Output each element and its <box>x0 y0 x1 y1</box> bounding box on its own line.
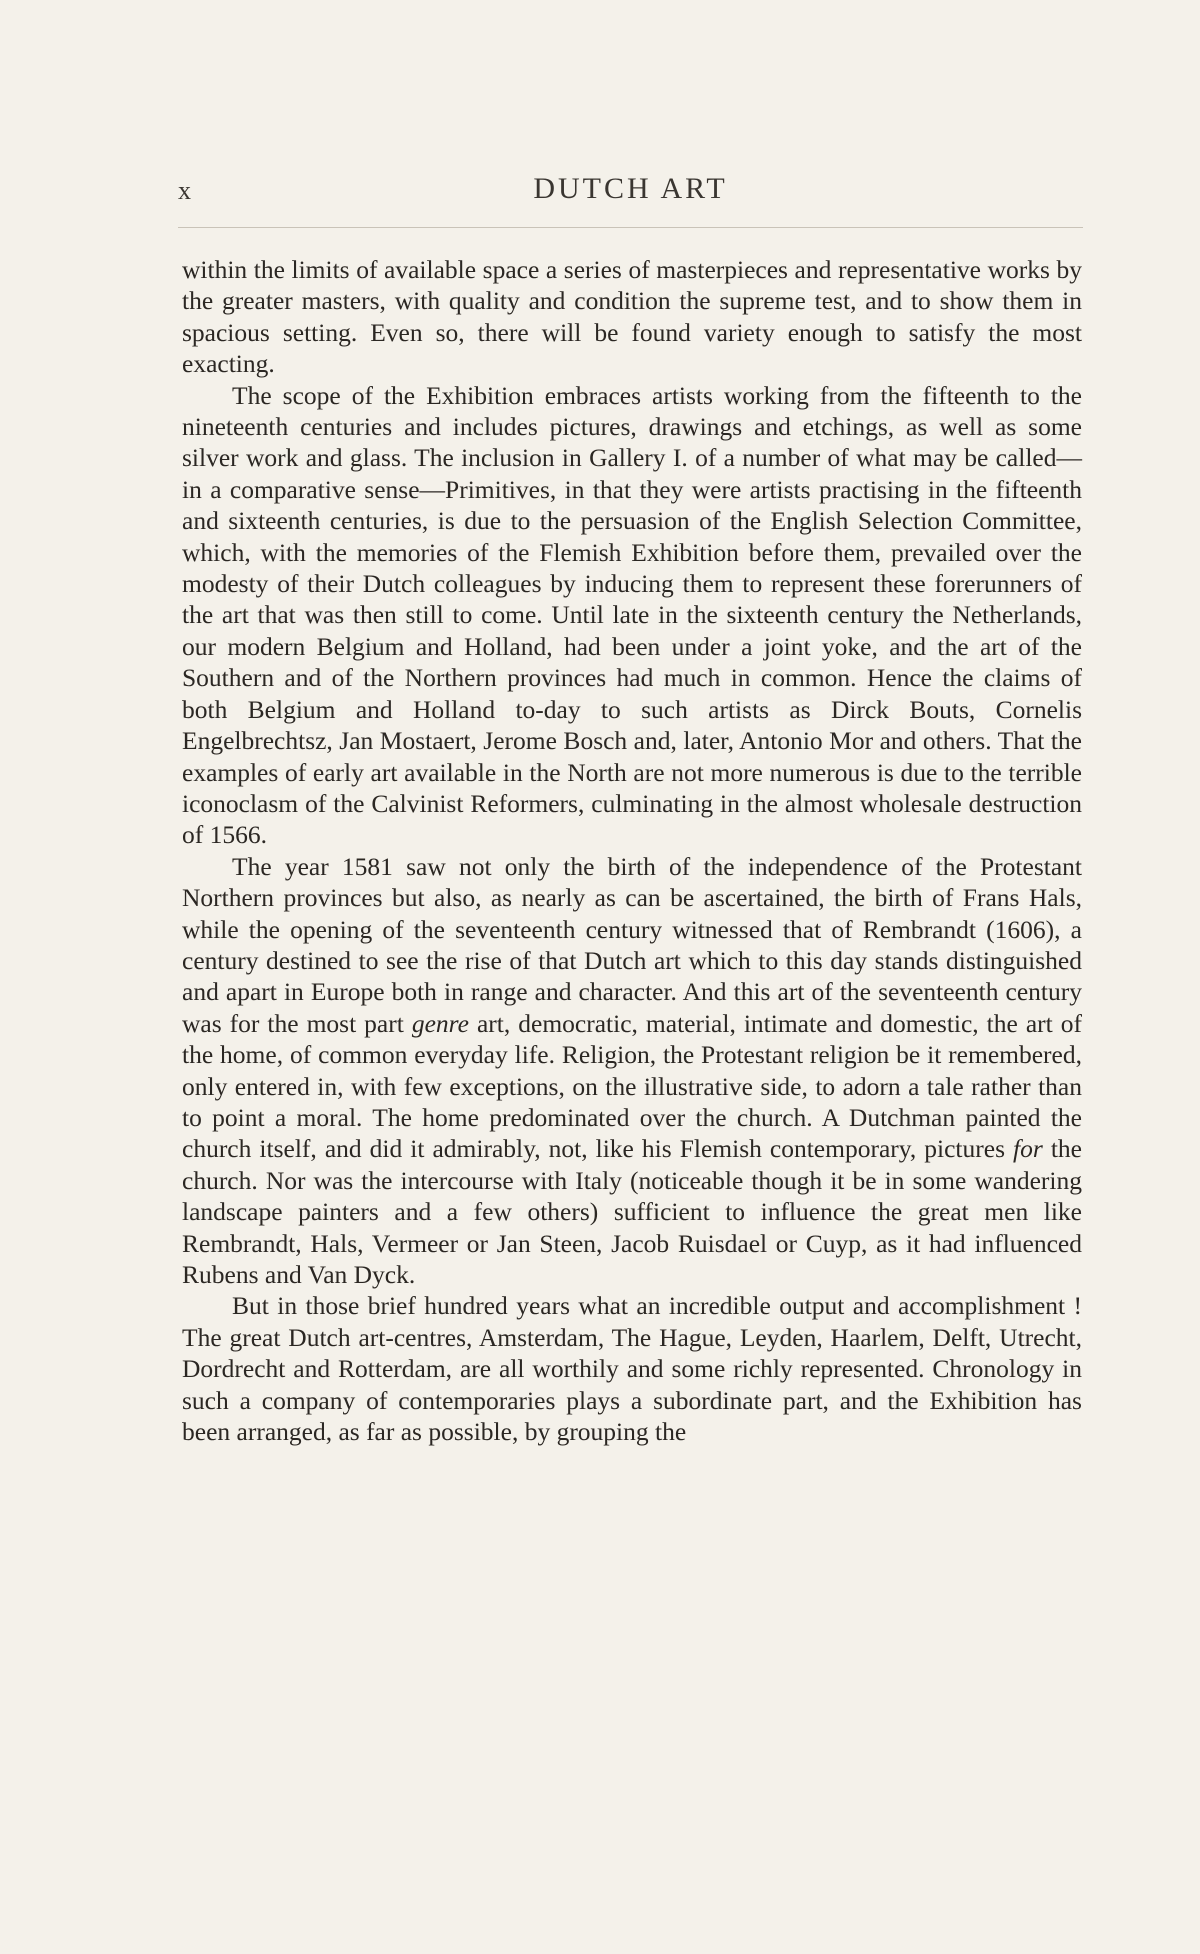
page-header <box>178 172 1083 212</box>
paragraph-3-text-a: The year 1581 saw not only the birth of the independence of the Protestant Northern provinces but also, as nearly as can be ascertained, the birth of Frans Hals, while the opening of the seventeenth century witnessed that of Rembrandt (1606), a century destined to see the rise of that Dutch art which to this day stands distinguished and apart in Europe both in range and character. And this art of the seventeenth century was for the most part <box>182 851 1082 1038</box>
running-head: DUTCH ART <box>533 172 728 205</box>
page-number: x <box>178 176 192 205</box>
italic-genre: genre <box>411 1008 469 1038</box>
italic-for: for <box>1013 1134 1043 1164</box>
paragraph-4-text: But in those brief hundred years what an incredible output and accomplishment ! The great Dutch art-centres, Amsterdam, The Hague, Leyden, Haarlem, Delft, Utrecht, Dordrecht and Rotterdam, are all worthily and some richly represented. Chronology in such a company of contemporaries plays a subordinate part, and the Exhibition has been arranged, as far as possible, by grouping the <box>182 1291 1082 1447</box>
paragraph-3-text-c: the church. Nor was the intercourse with Italy (noticeable though it be in some wandering landscape painters and a few others) sufficient to influence the great men like Rembrandt, Hals, Vermeer or Jan Steen, Jacob Ruisdael or Cuyp, as it had influenced Rubens and Van Dyck. <box>182 1134 1082 1289</box>
paragraph-1 <box>182 254 1082 380</box>
paragraph-3 <box>182 851 1082 1291</box>
paragraph-1-text: within the limits of available space a series of masterpieces and representative works by the greater masters, with quality and condition the supreme test, and to show them in spacious setting. Even so, there will be found variety enough to satisfy the most exacting. <box>182 255 1082 379</box>
body-text <box>182 254 1082 1447</box>
paragraph-2 <box>182 380 1082 851</box>
paragraph-2-text: The scope of the Exhibition embraces artists working from the fifteenth to the nineteenth centuries and includes pictures, drawings and etchings, as well as some silver work and glass. The inclusion in Gallery I. of a number of what may be called—in a comparative sense—Primitives, in that they were artists practising in the fifteenth and sixteenth centuries, is due to the persuasion of the English Selection Committee, which, with the memories of the Flemish Exhibition before them, prevailed over the modesty of their Dutch colleagues by inducing them to represent these forerunners of the art that was then still to come. Until late in the sixteenth century the Netherlands, our modern Belgium and Holland, had been under a joint yoke, and the art of the Southern and of the Northern provinces had much in common. Hence the claims of both Belgium and Holland to-day to such artists as Dirck Bouts, Cornelis Engelbrechtsz, Jan Mostaert, Jerome Bosch and, later, Antonio Mor and others. That the examples of early art available in the North are not more numerous is due to the terrible iconoclasm of the Calvinist Reformers, culminating in the almost wholesale destruction of 1566. <box>182 380 1082 850</box>
header-rule <box>178 227 1083 228</box>
paragraph-4 <box>182 1290 1082 1447</box>
paragraph-3-text-b: art, democratic, material, intimate and domestic, the art of the home, of common everyday life. Religion, the Protestant religion be it remembered, only entered in, with few exceptions, on the illustrative side, to adorn a tale rather than to point a moral. The home predominated over the church. A Dutchman painted the church itself, and did it admirably, not, like his Flemish contemporary, pictures <box>182 1008 1082 1164</box>
